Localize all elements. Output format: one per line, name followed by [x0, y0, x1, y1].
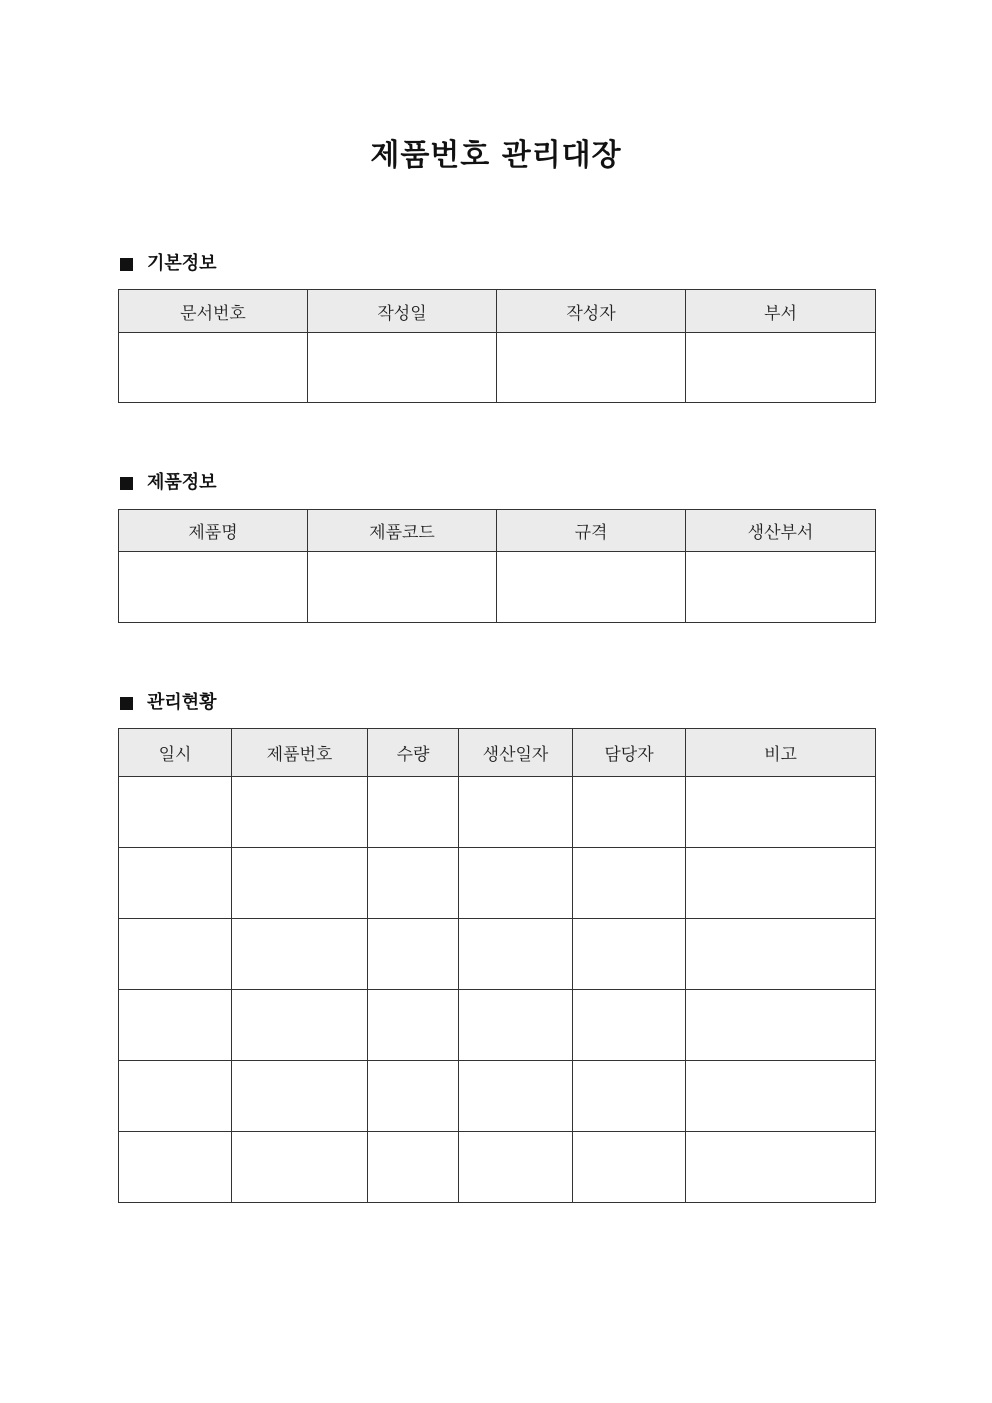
square-bullet-icon	[120, 477, 133, 490]
datetime-cell[interactable]	[119, 1132, 232, 1203]
table-header-row	[119, 729, 876, 777]
column-header-production-dept: 생산부서	[686, 510, 876, 552]
quantity-cell[interactable]	[368, 1132, 459, 1203]
section-heading-management-status	[118, 691, 217, 715]
quantity-cell[interactable]	[368, 777, 459, 848]
table-row	[119, 552, 876, 623]
person-in-charge-cell[interactable]	[573, 777, 686, 848]
product-info-table	[118, 509, 876, 623]
person-in-charge-cell[interactable]	[573, 848, 686, 919]
person-in-charge-cell[interactable]	[573, 919, 686, 990]
production-date-cell[interactable]	[459, 777, 573, 848]
column-header-product-name: 제품명	[119, 510, 308, 552]
column-header-date-written: 작성일	[308, 290, 497, 333]
remarks-cell[interactable]	[686, 777, 876, 848]
spec-field[interactable]	[497, 552, 686, 623]
section-heading-label: 제품정보	[147, 472, 217, 493]
section-heading-label: 기본정보	[147, 253, 217, 274]
product-number-cell[interactable]	[232, 1132, 368, 1203]
product-code-field[interactable]	[308, 552, 497, 623]
production-date-cell[interactable]	[459, 919, 573, 990]
table-row	[119, 1132, 876, 1203]
table-row	[119, 777, 876, 848]
remarks-cell[interactable]	[686, 1061, 876, 1132]
column-header-product-number: 제품번호	[232, 729, 368, 777]
product-number-cell[interactable]	[232, 777, 368, 848]
table-row	[119, 333, 876, 403]
column-header-product-code: 제품코드	[308, 510, 497, 552]
quantity-cell[interactable]	[368, 990, 459, 1061]
section-heading-basic-info	[118, 252, 217, 276]
product-number-cell[interactable]	[232, 848, 368, 919]
production-date-cell[interactable]	[459, 990, 573, 1061]
person-in-charge-cell[interactable]	[573, 1061, 686, 1132]
person-in-charge-cell[interactable]	[573, 990, 686, 1061]
quantity-cell[interactable]	[368, 1061, 459, 1132]
column-header-production-date: 생산일자	[459, 729, 573, 777]
product-number-cell[interactable]	[232, 919, 368, 990]
column-header-quantity: 수량	[368, 729, 459, 777]
basic-info-table	[118, 289, 876, 403]
remarks-cell[interactable]	[686, 919, 876, 990]
production-date-cell[interactable]	[459, 1061, 573, 1132]
production-date-cell[interactable]	[459, 1132, 573, 1203]
author-field[interactable]	[497, 333, 686, 403]
datetime-cell[interactable]	[119, 990, 232, 1061]
document-title: 제품번호 관리대장	[370, 138, 622, 173]
datetime-cell[interactable]	[119, 777, 232, 848]
management-status-table	[118, 728, 876, 1203]
column-header-remarks: 비고	[686, 729, 876, 777]
square-bullet-icon	[120, 697, 133, 710]
column-header-department: 부서	[686, 290, 876, 333]
quantity-cell[interactable]	[368, 848, 459, 919]
product-number-cell[interactable]	[232, 990, 368, 1061]
production-date-cell[interactable]	[459, 848, 573, 919]
table-row	[119, 990, 876, 1061]
column-header-spec: 규격	[497, 510, 686, 552]
datetime-cell[interactable]	[119, 919, 232, 990]
quantity-cell[interactable]	[368, 919, 459, 990]
table-header-row	[119, 290, 876, 333]
section-heading-label: 관리현황	[147, 692, 217, 713]
table-row	[119, 1061, 876, 1132]
person-in-charge-cell[interactable]	[573, 1132, 686, 1203]
column-header-person-in-charge: 담당자	[573, 729, 686, 777]
column-header-doc-number: 문서번호	[119, 290, 308, 333]
section-heading-product-info	[118, 471, 217, 495]
column-header-datetime: 일시	[119, 729, 232, 777]
column-header-author: 작성자	[497, 290, 686, 333]
date-written-field[interactable]	[308, 333, 497, 403]
table-header-row	[119, 510, 876, 552]
table-row	[119, 848, 876, 919]
datetime-cell[interactable]	[119, 1061, 232, 1132]
remarks-cell[interactable]	[686, 1132, 876, 1203]
department-field[interactable]	[686, 333, 876, 403]
doc-number-field[interactable]	[119, 333, 308, 403]
product-name-field[interactable]	[119, 552, 308, 623]
square-bullet-icon	[120, 258, 133, 271]
datetime-cell[interactable]	[119, 848, 232, 919]
remarks-cell[interactable]	[686, 848, 876, 919]
product-number-cell[interactable]	[232, 1061, 368, 1132]
remarks-cell[interactable]	[686, 990, 876, 1061]
table-row	[119, 919, 876, 990]
production-dept-field[interactable]	[686, 552, 876, 623]
